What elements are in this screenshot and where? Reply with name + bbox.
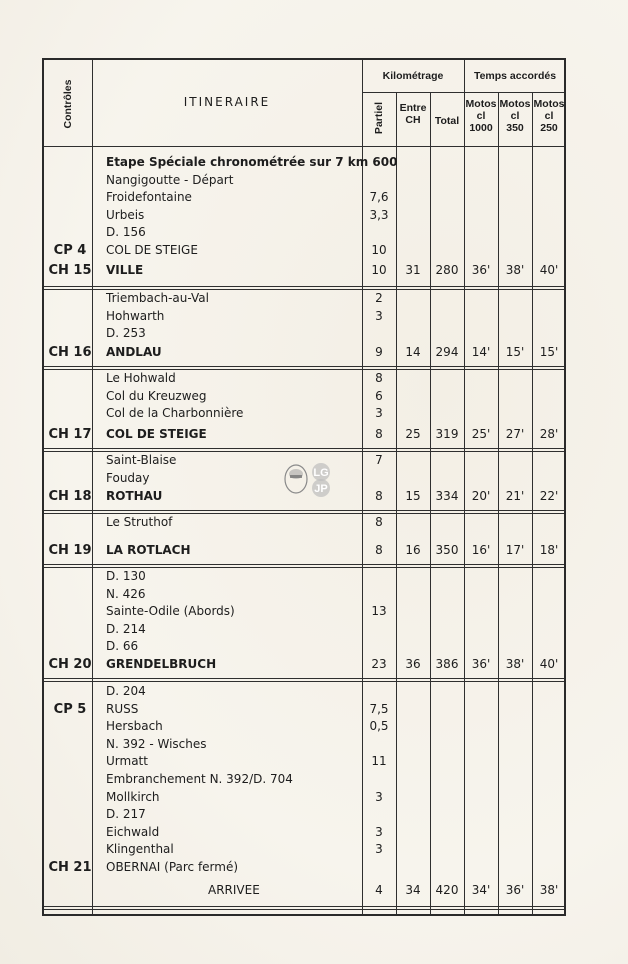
itinerary-line: Saint-Blaise [106, 453, 177, 467]
itinerary-line: Sainte-Odile (Abords) [106, 604, 235, 619]
itinerary-line: Froidefontaine [106, 190, 192, 205]
time-250cc-value: 40' [539, 263, 559, 277]
time-350cc-value: 17' [505, 543, 525, 557]
header-motos-label: Motos [465, 98, 497, 110]
column-divider [362, 60, 363, 914]
header-motos-350 [498, 98, 532, 134]
km-entre-ch-value: 36 [405, 657, 421, 671]
header-entre-ch [396, 102, 430, 126]
column-divider [464, 60, 465, 914]
itinerary-line: Hohwarth [106, 308, 165, 323]
time-350cc-value: 21' [505, 489, 525, 503]
header-entre-label: Entre [399, 102, 427, 114]
header-motos-label: Motos [533, 98, 565, 110]
itinerary-line: N. 392 - Wisches [106, 736, 207, 751]
itinerary-line: N. 426 [106, 586, 146, 601]
time-1000cc-value: 20' [471, 489, 491, 503]
itinerary-line: VILLE [106, 263, 144, 277]
itinerary-line: Embranchement N. 392/D. 704 [106, 772, 293, 786]
control-point-label: CH 16 [48, 345, 92, 360]
time-250cc-value: 38' [539, 883, 559, 897]
control-point-label: CH 19 [48, 543, 92, 558]
km-partiel-value: 3 [375, 406, 383, 421]
time-1000cc-value: 36' [471, 657, 491, 671]
time-1000cc-value: 36' [471, 263, 491, 277]
km-entre-ch-value: 15 [405, 489, 421, 503]
stamp-text-top: LG [313, 467, 329, 479]
itinerary-line: D. 156 [106, 225, 146, 240]
km-total-value: 319 [435, 427, 459, 441]
time-250cc-value: 40' [539, 657, 559, 671]
km-entre-ch-value: 34 [405, 883, 421, 897]
time-250cc-value: 22' [539, 489, 559, 503]
row-divider [44, 681, 564, 682]
km-partiel-value: 9 [375, 345, 383, 359]
itinerary-line: D. 214 [106, 621, 146, 636]
header-cl-label: cl [544, 110, 554, 122]
km-partiel-value: 3 [375, 824, 383, 839]
header-motos-250 [532, 98, 566, 134]
km-partiel-value: 3 [375, 308, 383, 323]
row-divider [44, 678, 564, 679]
itinerary-line: Col de la Charbonnière [106, 406, 244, 421]
row-divider [44, 289, 564, 290]
km-partiel-value: 8 [375, 371, 383, 385]
header-cc-label: 250 [540, 122, 558, 134]
time-350cc-value: 27' [505, 427, 525, 441]
km-partiel-value: 2 [375, 291, 383, 305]
row-divider [44, 286, 564, 287]
itinerary-line: Col du Kreuzweg [106, 388, 207, 403]
km-partiel-value: 10 [371, 263, 387, 277]
control-point-label: CH 20 [48, 657, 92, 672]
header-itineraire: ITINERAIRE [183, 95, 271, 109]
itinerary-line: RUSS [106, 701, 139, 716]
km-total-value: 386 [435, 657, 459, 671]
header-ch-label: CH [405, 114, 421, 126]
row-divider [44, 567, 564, 568]
time-1000cc-value: 14' [471, 345, 491, 359]
row-divider [44, 909, 564, 910]
control-point-label: CH 21 [48, 860, 92, 875]
km-entre-ch-value: 14 [405, 345, 421, 359]
time-250cc-value: 18' [539, 543, 559, 557]
km-partiel-value: 3,3 [369, 207, 389, 222]
km-partiel-value: 13 [371, 604, 387, 619]
time-1000cc-value: 25' [471, 427, 491, 441]
itinerary-line: GRENDELBRUCH [106, 657, 217, 671]
itinerary-line: Mollkirch [106, 789, 160, 804]
itinerary-line: ARRIVEE [208, 883, 260, 897]
row-divider [44, 366, 564, 367]
km-entre-ch-value: 31 [405, 263, 421, 277]
km-partiel-value: 11 [371, 754, 387, 769]
km-total-value: 294 [435, 345, 459, 359]
row-divider [44, 369, 564, 370]
km-total-value: 334 [435, 489, 459, 503]
row-divider [44, 513, 564, 514]
km-partiel-value: 8 [375, 489, 383, 503]
itinerary-line: Triembach-au-Val [106, 291, 209, 305]
km-partiel-value: 4 [375, 883, 383, 897]
km-partiel-value: 8 [375, 427, 383, 441]
time-350cc-value: 36' [505, 883, 525, 897]
stamp-text-bottom: JP [314, 483, 328, 495]
km-partiel-value: 7 [375, 453, 383, 467]
time-350cc-value: 38' [505, 263, 525, 277]
header-cl-label: cl [510, 110, 520, 122]
itinerary-line: D. 204 [106, 684, 146, 698]
km-partiel-value: 0,5 [369, 719, 389, 734]
km-partiel-value: 6 [375, 388, 383, 403]
itinerary-line: Eichwald [106, 824, 160, 839]
km-total-value: 420 [435, 883, 459, 897]
column-divider [92, 60, 93, 914]
header-partiel: Partiel [373, 101, 385, 135]
time-1000cc-value: 16' [471, 543, 491, 557]
itinerary-line: D. 253 [106, 326, 146, 341]
km-partiel-value: 8 [375, 515, 383, 529]
time-350cc-value: 15' [505, 345, 525, 359]
km-partiel-value: 7,5 [369, 701, 389, 716]
itinerary-line: Le Struthof [106, 515, 173, 529]
time-250cc-value: 15' [539, 345, 559, 359]
row-divider [44, 564, 564, 565]
lgjp-stamp-logo [279, 460, 337, 498]
km-total-value: 350 [435, 543, 459, 557]
row-divider [44, 906, 564, 907]
control-point-label: CH 15 [48, 263, 92, 278]
km-entre-ch-value: 25 [405, 427, 421, 441]
control-point-label: CH 18 [48, 489, 92, 504]
km-partiel-value: 23 [371, 657, 387, 671]
control-point-label: CP 4 [53, 243, 87, 258]
itinerary-line: ANDLAU [106, 345, 162, 359]
header-motos-label: Motos [499, 98, 531, 110]
row-divider [44, 510, 564, 511]
itinerary-line: LA ROTLACH [106, 543, 191, 557]
itinerary-line: OBERNAI (Parc fermé) [106, 860, 239, 874]
header-temps-accordes: Temps accordés [473, 70, 557, 82]
header-cc-label: 1000 [469, 122, 493, 134]
time-350cc-value: 38' [505, 657, 525, 671]
itinerary-line: Nangigoutte - Départ [106, 172, 234, 187]
km-partiel-value: 3 [375, 789, 383, 804]
header-cl-label: cl [476, 110, 486, 122]
itinerary-line: Klingenthal [106, 842, 174, 857]
itinerary-line: D. 130 [106, 569, 146, 583]
km-entre-ch-value: 16 [405, 543, 421, 557]
header-controles: Contrôles [62, 79, 74, 129]
itinerary-line: COL DE STEIGE [106, 243, 198, 257]
itinerary-line: D. 217 [106, 807, 146, 822]
header-cc-label: 350 [506, 122, 524, 134]
km-total-value: 280 [435, 263, 459, 277]
km-partiel-value: 8 [375, 543, 383, 557]
row-divider [44, 146, 564, 147]
km-partiel-value: 3 [375, 842, 383, 857]
time-1000cc-value: 34' [471, 883, 491, 897]
itinerary-line: COL DE STEIGE [106, 427, 207, 441]
itinerary-line: D. 66 [106, 639, 139, 654]
row-divider [44, 448, 564, 449]
itinerary-line: Fouday [106, 470, 150, 485]
itinerary-line: Le Hohwald [106, 371, 176, 385]
itinerary-line: Hersbach [106, 719, 163, 734]
header-kilometrage: Kilométrage [382, 70, 444, 82]
km-partiel-value: 7,6 [369, 190, 389, 205]
control-point-label: CP 5 [53, 701, 87, 717]
time-250cc-value: 28' [539, 427, 559, 441]
header-subdivider [362, 92, 564, 93]
control-point-label: CH 17 [48, 427, 92, 442]
itinerary-line: Urbeis [106, 207, 145, 222]
header-total: Total [434, 115, 460, 127]
itinerary-line: Urmatt [106, 754, 148, 769]
header-motos-1000 [464, 98, 498, 134]
itinerary-line: ROTHAU [106, 489, 163, 503]
itinerary-line: Etape Spéciale chronométrée sur 7 km 600 [106, 155, 398, 169]
row-divider [44, 451, 564, 452]
km-partiel-value: 10 [371, 243, 387, 257]
